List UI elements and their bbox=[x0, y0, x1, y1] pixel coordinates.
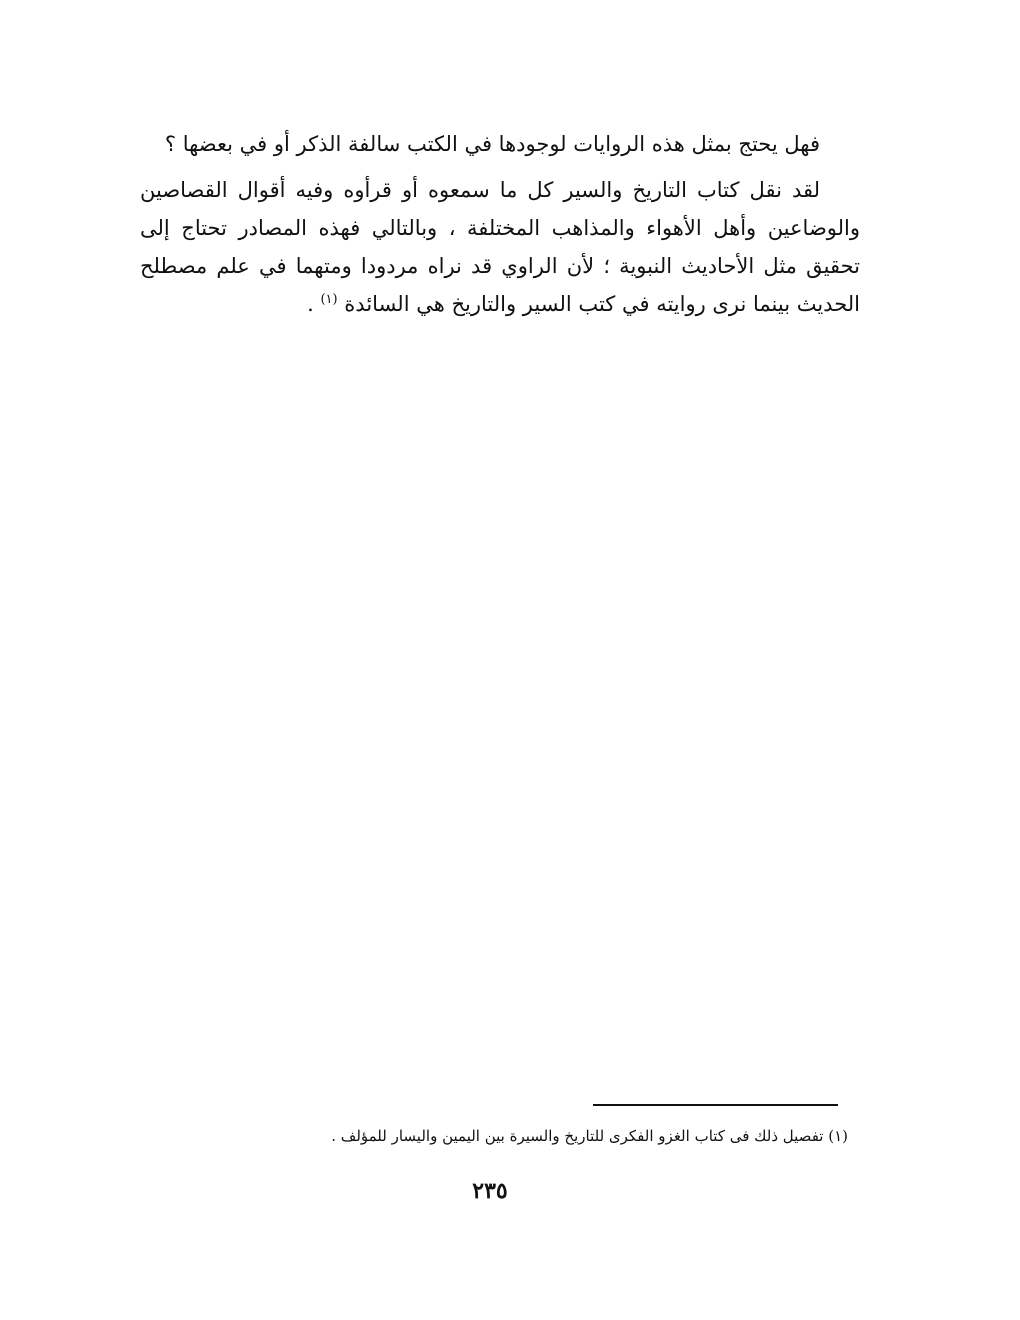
footnote-divider bbox=[593, 1104, 838, 1106]
footnote-reference: (١) bbox=[320, 292, 338, 307]
paragraph-history-sources bbox=[140, 171, 860, 323]
paragraph-end-period: . bbox=[307, 292, 314, 316]
paragraph-question: فهل يحتج بمثل هذه الروايات لوجودها في الكتب سالفة الذكر أو في بعضها ؟ bbox=[164, 132, 820, 156]
footnote-text: (١) تفصيل ذلك فى كتاب الغزو الفكرى للتاريخ والسيرة بين اليمين واليسار للمؤلف . bbox=[331, 1127, 848, 1145]
paragraph-history-text: لقد نقل كتاب التاريخ والسير كل ما سمعوه أو قرأوه وفيه أقوال القصاصين والوضاعين وأهل الأهواء والمذاهب المختلفة ، وبالتالي فهذه المصادر تحتاج إلى تحقيق مثل الأحاديث النبوية ؛ لأن الراوي قد نراه مردودا ومتهما في علم مصطلح الحديث بينما نرى روايته في كتب السير والتاريخ هي السائدة bbox=[140, 178, 860, 316]
main-text-block bbox=[140, 125, 860, 323]
page-number: ٢٣٥ bbox=[472, 1178, 508, 1204]
